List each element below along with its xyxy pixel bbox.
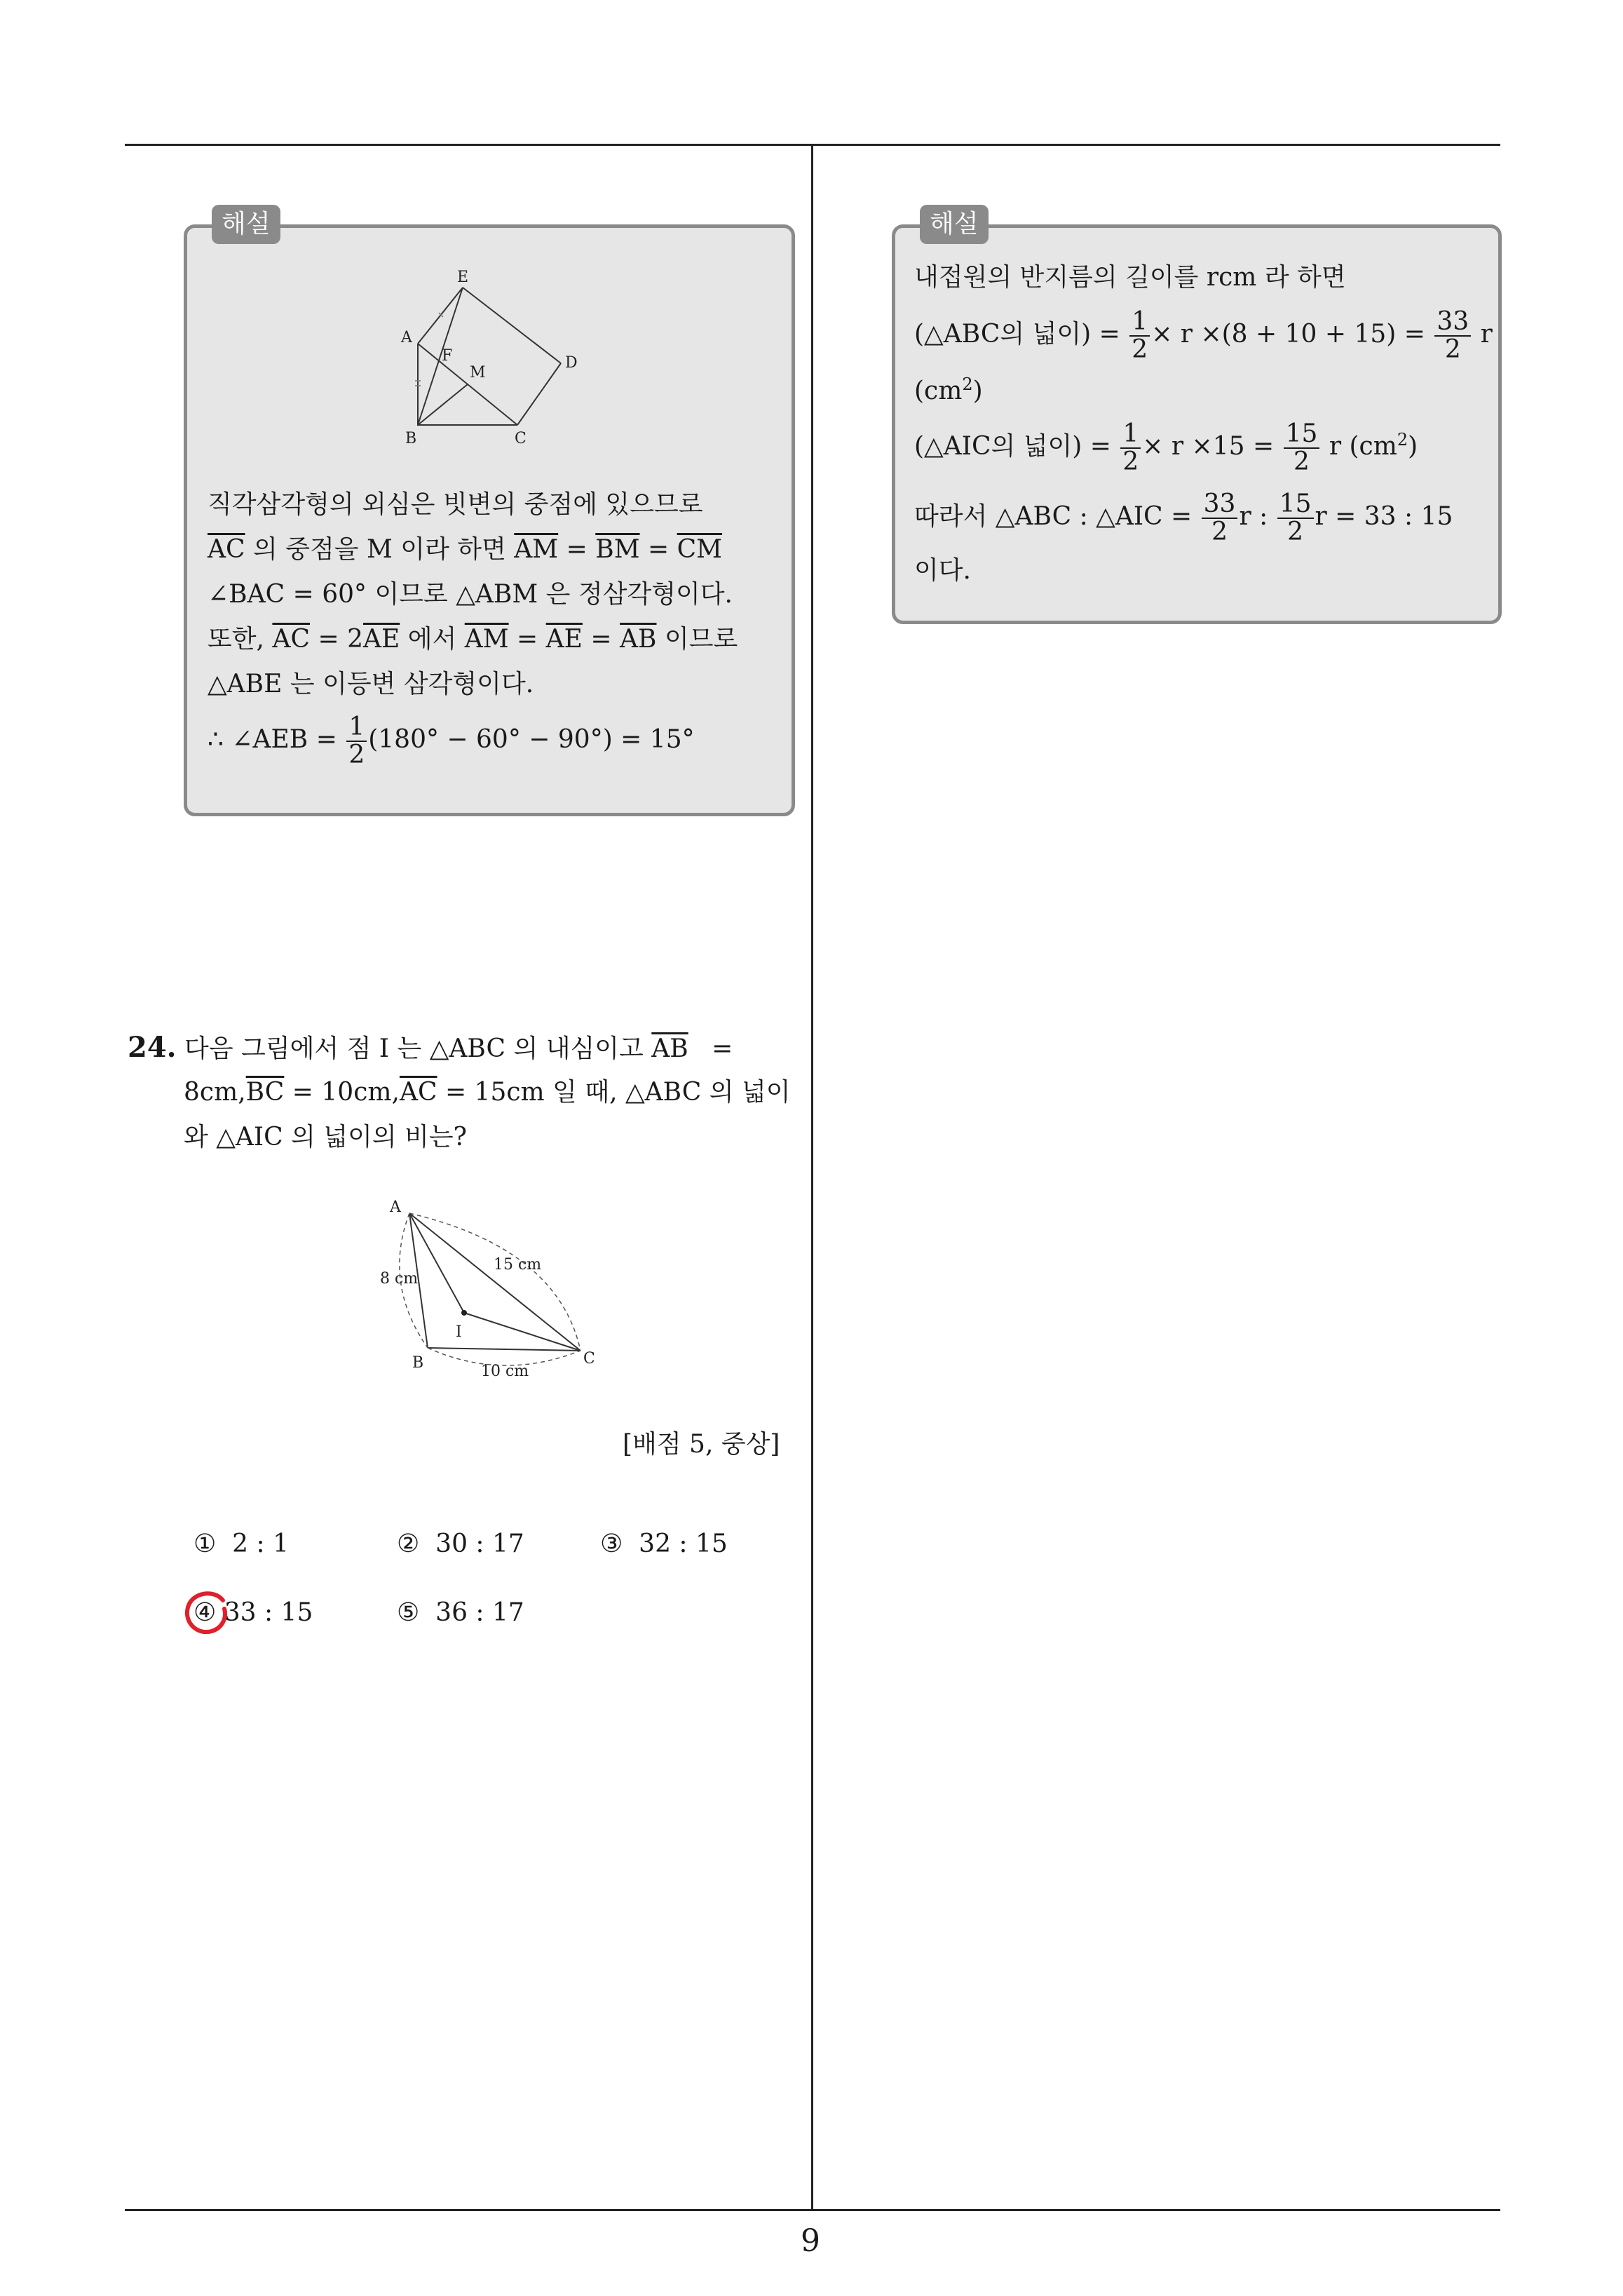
left-solution-tab: 해설 (212, 205, 280, 244)
page-number: 9 (801, 2223, 820, 2259)
question-number: 24. (128, 1031, 177, 1064)
qfig-label-b: B (412, 1354, 424, 1372)
question-line-3: 와 △AIC 의 넓이의 비는? (184, 1123, 467, 1152)
column-divider (811, 144, 813, 2209)
right-solution-tab: 해설 (920, 205, 989, 244)
left-solution-line-2: $\overline{AC}$ 의 중점을 M 이라 하면 $\overline{AM} = \overline{BM} = \overline{CM}$ (208, 535, 723, 564)
question-figure (376, 1192, 607, 1382)
right-solution-line-4: (△AIC의 넓이) = $\frac{1}{2}$ × r ×15 = $\frac{15}{2}$ r $(cm^2)$ (914, 419, 1418, 476)
question-points: [배점 5, 중상] (623, 1430, 780, 1459)
selected-answer-circle-icon (179, 1586, 234, 1641)
qfig-label-ac: 15 cm (494, 1256, 542, 1274)
qfig-label-bc: 10 cm (481, 1363, 529, 1380)
choice-1[interactable]: ① 2 : 1 (193, 1529, 289, 1558)
right-solution-line-1: 내접원의 반지름의 길이를 rcm 라 하면 (914, 263, 1346, 292)
left-solution-final: ∴ ∠AEB = $\frac{1}{2}$ (180° − 60° − 90°) = 15° (208, 713, 695, 769)
right-solution-line-3: $(cm^2)$ (914, 374, 983, 405)
left-solution-figure (393, 265, 596, 447)
fig-label-f: F (442, 347, 453, 365)
choice-2[interactable]: ② 30 : 17 (397, 1529, 524, 1558)
question-line-1: 24. 다음 그림에서 점 I 는 △ABC 의 내심이고 $\overline{AB}$ = (128, 1031, 733, 1064)
left-solution-line-4: 또한, $\overline{AC} = 2\overline{AE}$ 에서 $\overline{AM} = \overline{AE} = \overline{AB}$ 이므로 (208, 625, 738, 654)
left-solution-line-3: ∠BAC = 60° 이므로 △ABM 은 정삼각형이다. (208, 580, 733, 609)
qfig-label-ab: 8 cm (380, 1270, 419, 1288)
fig-label-a: A (401, 329, 412, 346)
qfig-label-c: C (583, 1350, 595, 1368)
fig-label-c: C (515, 430, 527, 447)
choice-4[interactable]: ④ 33 : 15 (193, 1598, 313, 1627)
left-solution-line-1: 직각삼각형의 외심은 빗변의 중점에 있으므로 (208, 490, 703, 519)
question-line-2: $8cm,\overline{BC} = 10cm,\overline{AC} = 15cm$ 일 때, △ABC 의 넓이 (184, 1078, 791, 1107)
choice-5[interactable]: ⑤ 36 : 17 (397, 1598, 524, 1627)
right-solution-line-2: (△ABC의 넓이) = $\frac{1}{2}$ × r ×(8 + 10 + 15) = $\frac{33}{2}$ r (914, 307, 1493, 364)
right-solution-line-5: 따라서 △ABC : △AIC = $\frac{33}{2}$ r : $\frac{15}{2}$ r = 33 : 15 (914, 489, 1453, 546)
left-solution-line-5: △ABE 는 이등변 삼각형이다. (208, 670, 534, 698)
fig-label-d: D (565, 354, 578, 372)
fig-label-e: E (457, 269, 469, 286)
bottom-rule (125, 2209, 1500, 2211)
qfig-label-a: A (390, 1198, 401, 1216)
fig-label-m: M (470, 364, 486, 381)
right-solution-line-6: 이다. (914, 556, 971, 585)
fig-label-b: B (405, 430, 417, 447)
qfig-label-i: I (456, 1323, 462, 1341)
choice-3[interactable]: ③ 32 : 15 (600, 1529, 728, 1558)
